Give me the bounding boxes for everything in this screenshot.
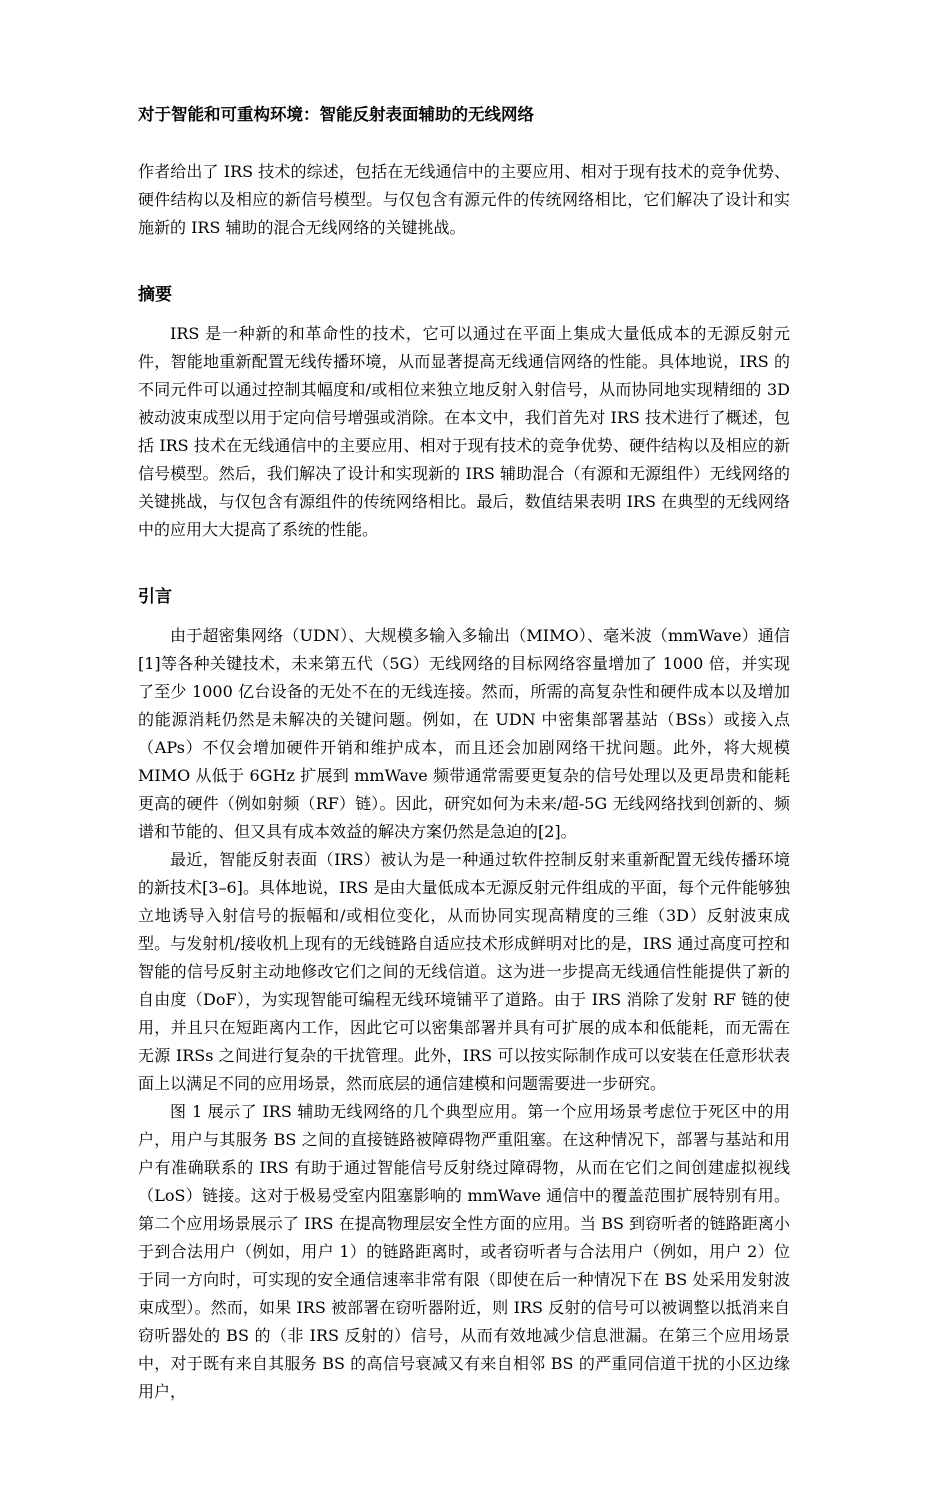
document-title: 对于智能和可重构环境：智能反射表面辅助的无线网络 <box>138 105 534 124</box>
abstract-heading: 摘要 <box>138 285 172 305</box>
introduction-paragraph-2: 最近，智能反射表面（IRS）被认为是一种通过软件控制反射来重新配置无线传播环境的新技术[3–6]。具体地说，IRS 是由大量低成本无源反射元件组成的平面，每个元件能够独立地诱导入射信号的振幅和/或相位变化，从而协同实现高精度的三维（3D）反射波束成型。与发射机/接收机上现有的无线链路自适应技术形成鲜明对比的是，IRS 通过高度可控和智能的信号反射主动地修改它们之间的无线信道。这为进一步提高无线通信性能提供了新的自由度（DoF），为实现智能可编程无线环境铺平了道路。由于 IRS 消除了发射 RF 链的使用，并且只在短距离内工作，因此它可以密集部署并具有可扩展的成本和低能耗，而无需在无源 IRSs 之间进行复杂的干扰管理。此外，IRS 可以按实际制作成可以安装在任意形状表面上以满足不同的应用场景，然而底层的通信建模和问题需要进一步研究。 <box>138 850 790 1093</box>
introduction-paragraph-3: 图 1 展示了 IRS 辅助无线网络的几个典型应用。第一个应用场景考虑位于死区中的用户，用户与其服务 BS 之间的直接链路被障碍物严重阻塞。在这种情况下，部署与基站和用户有准确联系的 IRS 有助于通过智能信号反射绕过障碍物，从而在它们之间创建虚拟视线（LoS）链接。这对于极易受室内阻塞影响的 mmWave 通信中的覆盖范围扩展特别有用。第二个应用场景展示了 IRS 在提高物理层安全性方面的应用。当 BS 到窃听者的链路距离小于到合法用户（例如，用户 1）的链路距离时，或者窃听者与合法用户（例如，用户 2）位于同一方向时，可实现的安全通信速率非常有限（即使在后一种情况下在 BS 处采用发射波束成型）。然而，如果 IRS 被部署在窃听器附近，则 IRS 反射的信号可以被调整以抵消来自窃听器处的 BS 的（非 IRS 反射的）信号，从而有效地减少信息泄漏。在第三个应用场景中，对于既有来自其服务 BS 的高信号衰减又有来自相邻 BS 的严重同信道干扰的小区边缘用户， <box>138 1102 790 1401</box>
abstract-paragraph: IRS 是一种新的和革命性的技术，它可以通过在平面上集成大量低成本的无源反射元件，智能地重新配置无线传播环境，从而显著提高无线通信网络的性能。具体地说，IRS 的不同元件可以通过控制其幅度和/或相位来独立地反射入射信号，从而协同地实现精细的 3D 被动波束成型以用于定向信号增强或消除。在本文中，我们首先对 IRS 技术进行了概述，包括 IRS 技术在无线通信中的主要应用、相对于现有技术的竞争优势、硬件结构以及相应的新信号模型。然后，我们解决了设计和实现新的 IRS 辅助混合（有源和无源组件）无线网络的关键挑战，与仅包含有源组件的传统网络相比。最后，数值结果表明 IRS 在典型的无线网络中的应用大大提高了系统的性能。 <box>138 324 790 539</box>
lead-paragraph: 作者给出了 IRS 技术的综述，包括在无线通信中的主要应用、相对于现有技术的竞争优势、硬件结构以及相应的新信号模型。与仅包含有源元件的传统网络相比，它们解决了设计和实施新的 IRS 辅助的混合无线网络的关键挑战。 <box>138 162 790 237</box>
introduction-heading: 引言 <box>138 587 172 607</box>
introduction-paragraph-1: 由于超密集网络（UDN）、大规模多输入多输出（MIMO）、毫米波（mmWave）通信[1]等各种关键技术，未来第五代（5G）无线网络的目标网络容量增加了 1000 倍，并实现了至少 1000 亿台设备的无处不在的无线连接。然而，所需的高复杂性和硬件成本以及增加的能源消耗仍然是未解决的关键问题。例如，在 UDN 中密集部署基站（BSs）或接入点（APs）不仅会增加硬件开销和维护成本，而且还会加剧网络干扰问题。此外，将大规模 MIMO 从低于 6GHz 扩展到 mmWave 频带通常需要更复杂的信号处理以及更昂贵和能耗更高的硬件（例如射频（RF）链）。因此，研究如何为未来/超-5G 无线网络找到创新的、频谱和节能的、但又具有成本效益的解决方案仍然是急迫的[2]。 <box>138 626 790 841</box>
